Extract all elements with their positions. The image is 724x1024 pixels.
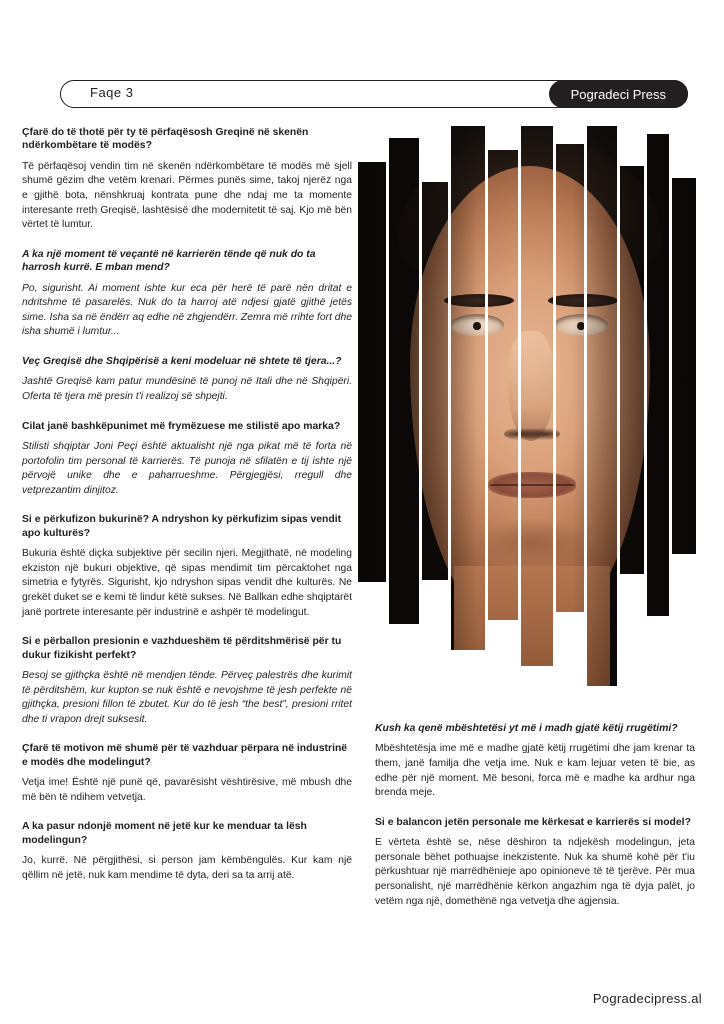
interview-question: A ka pasur ndonjë moment në jetë kur ke menduar ta lësh modelingun? (22, 821, 307, 846)
interview-answer: Bukuria është diçka subjektive për secilin njeri. Megjithatë, në modeling ekziston një bukuri objektive, që sipas mendimit tim përcaktohet nga simetria e fytyrës. Sigurisht, kjo ndryshon sipas vendit dhe kulturës. Ne grekët duket se e kemi të lindur këtë sukses. Në Ballkan edhe shqiptarët janë portrete interesante për industrinë e ashpër të modelingut. (22, 548, 352, 618)
article-left-column (22, 126, 352, 883)
interview-question: Si e përkufizon bukurinë? A ndryshon ky përkufizim sipas vendit apo kulturës? (22, 514, 342, 539)
interview-question: Cilat janë bashkëpunimet më frymëzuese me stilistë apo marka? (22, 420, 341, 432)
collage-strip (556, 144, 584, 612)
interview-answer: Po, sigurisht. Ai moment ishte kur eca për herë të parë nën dritat e ndritshme të pasarelës. Nuk do ta harroj atë ndjesi gjatë gjithë jetës sime. Isha sa në ëndërr aq edhe në zhgjendërr. Zemra më rrihte fort dhe isha shumë i lumtur... (22, 282, 352, 338)
collage-strip (358, 162, 386, 582)
collage-strip (389, 138, 419, 624)
footer-site-url: Pogradecipress.al (592, 991, 702, 1006)
interview-answer: E vërteta është se, nëse dëshiron ta ndjekësh modelingun, jeta personale bëhet pothuajse inekzistente. Nuk ka shumë kohë për t'iu përkushtuar një marrëdhënieje apo opinioneve të të tjerëve. Për mua personalisht, një marrëdhënie kërkon angazhim nga të dyja palët, jo vetëm nga një, domethënë nga vetvetja dhe agjensia. (375, 837, 695, 907)
collage-strip (647, 134, 669, 616)
portrait-collage (358, 126, 702, 686)
interview-question: Kush ka qenë mbështetësi yt më i madh gjatë këtij rrugëtimi? (375, 723, 678, 734)
interview-question: Veç Greqisë dhe Shqipërisë a keni modeluar në shtete të tjera...? (22, 355, 342, 367)
interview-answer: Jo, kurrë. Në përgjithësi, si person jam këmbëngulës. Kur kam një qëllim në jetë, nuk kam mendime të dyta, deri sa ta arrij atë. (22, 855, 352, 881)
brand-badge: Pogradeci Press (549, 80, 688, 108)
page-header (60, 80, 688, 110)
interview-answer: Jashtë Greqisë kam patur mundësinë të punoj në Itali dhe në Shqipëri. Oferta të tjera më presin t'i realizoj së shpejti. (22, 376, 352, 402)
interview-answer: Stilisti shqiptar Joni Peçi është aktualisht një nga pikat më të forta në portofolin tim personal të karrierës. Të punoja në sfilatën e tij ishte një përvojë unike dhe e paharrueshme. Përgjegjësi, rregull dhe vetprezantim dinjitoz. (22, 440, 352, 496)
collage-strip (488, 150, 518, 620)
collage-strip (620, 166, 644, 574)
interview-answer: Mbështetësja ime më e madhe gjatë këtij rrugëtimi dhe jam krenar ta them, janë familja dhe vetja ime. Nuk e kam lejuar veten të bie, as edhe për një moment. Më besoni, forca më e madhe ka ardhur nga brenda meje. (375, 743, 695, 799)
interview-answer: Të përfaqësoj vendin tim në skenën ndërkombëtare të modës më sjell shumë gëzim dhe vetëm krenari. Përmes punës sime, takoj njerëz nga e gjithë bota, nënshkruaj kontrata pune dhe ndaj me ta momente interesante rreth Greqisë, lashtësisë dhe modernitetit të saj. Kjo më bën vërtet të lumtur. (22, 160, 352, 231)
collage-strip (521, 126, 553, 666)
interview-question: Çfarë do të thotë për ty të përfaqësosh Greqinë në skenën ndërkombëtare të modës? (22, 127, 309, 152)
interview-answer: Vetja ime! Është një punë që, pavarësisht vështirësive, më mbush dhe më bën të ndihem vetvetja. (22, 777, 352, 803)
collage-strip (672, 178, 696, 554)
collage-strip (451, 126, 485, 650)
collage-strip (587, 126, 617, 686)
interview-question: Çfarë të motivon më shumë për të vazhduar përpara në industrinë e modës dhe modelingut? (22, 743, 348, 768)
page-number-label: Faqe 3 (90, 85, 134, 100)
article-right-column (375, 722, 695, 909)
interview-question: Si e përballon presionin e vazhdueshëm të përditshmërisë për tu dukur fizikisht perfekt? (22, 636, 342, 661)
collage-strip (422, 182, 448, 580)
interview-answer: Besoj se gjithçka është në mendjen tënde. Përveç palestrës dhe kurimit të përditshëm, kur kupton se nuk është e nevojshme të jesh perfekte në gjithçka, presioni fillon të zbutet. Kur do të jesh “the best”, presioni rritet dhe ti vrapon drejt suksesit. (22, 669, 352, 725)
interview-question: Si e balancon jetën personale me kërkesat e karrierës si model? (375, 816, 691, 828)
interview-question: A ka një moment të veçantë në karrierën tënde që nuk do ta harrosh kurrë. E mban mend? (22, 248, 316, 274)
